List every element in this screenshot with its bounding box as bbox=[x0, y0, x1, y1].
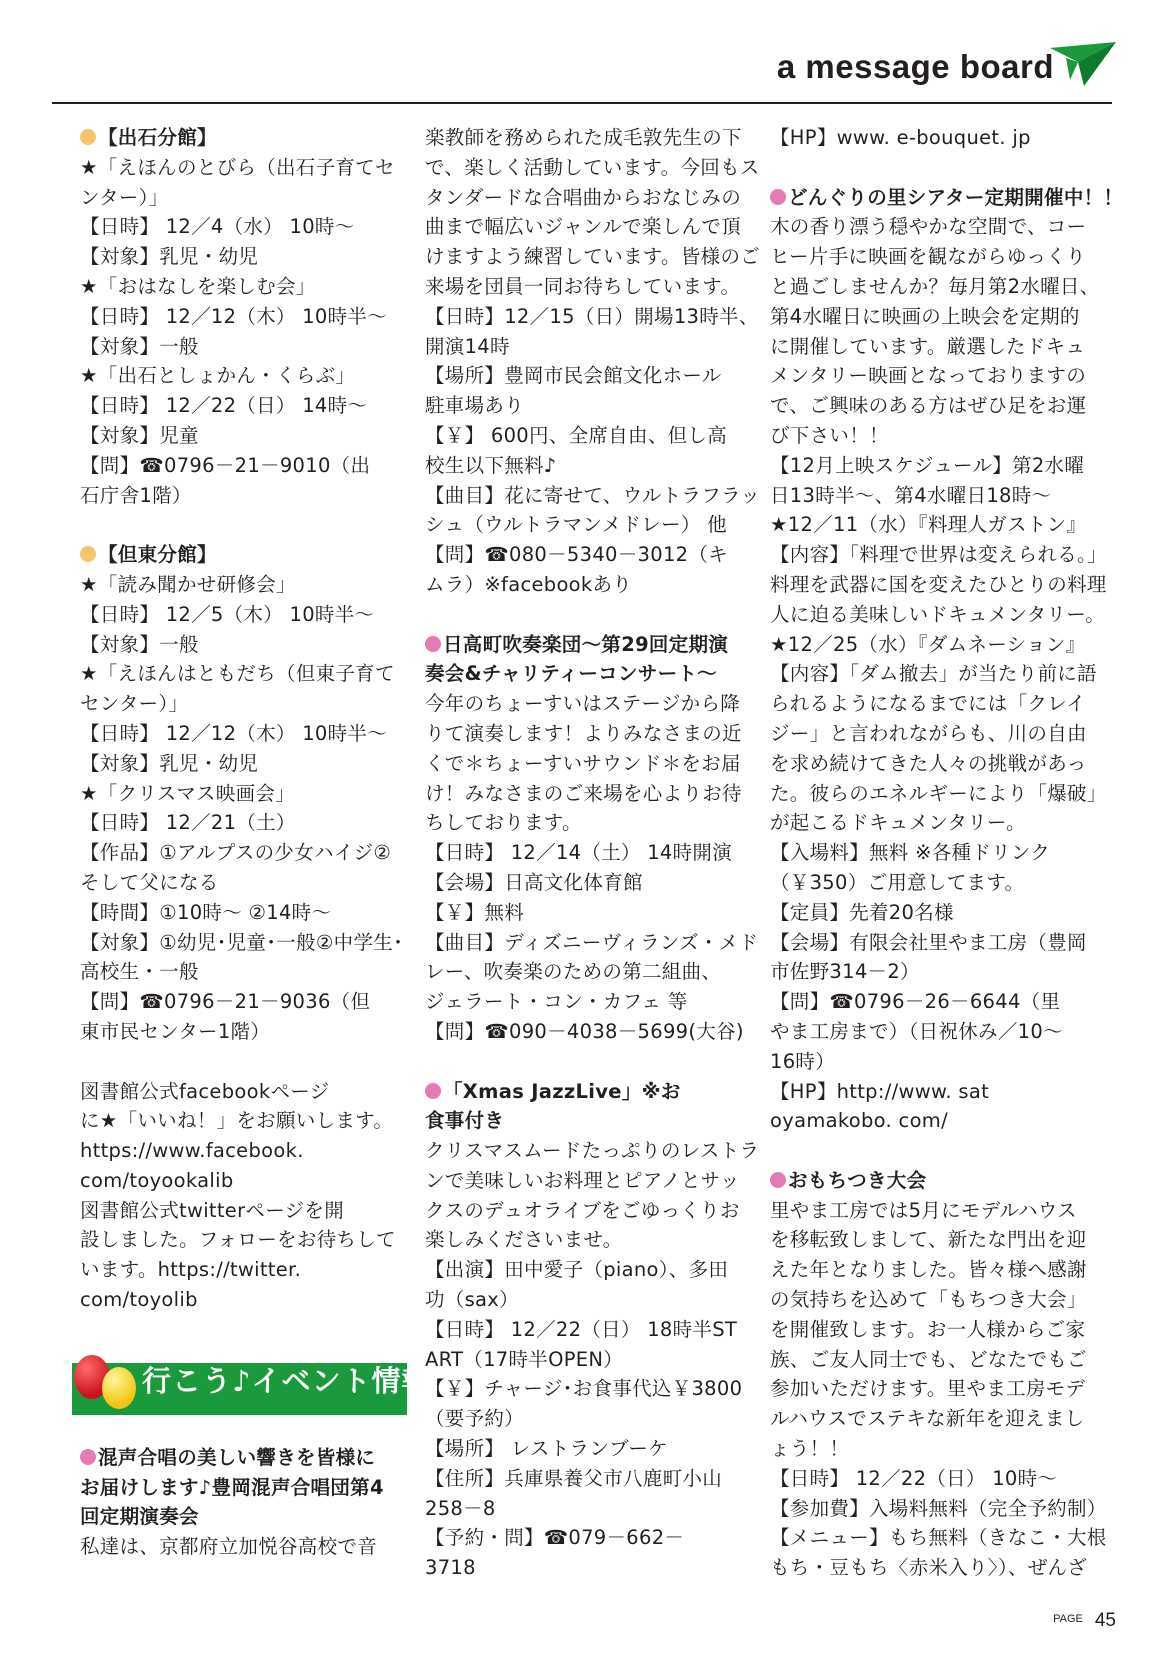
section-heading: 回定期演奏会 bbox=[80, 1505, 199, 1529]
text-line: と過ごしませんか？毎月第2水曜日、 bbox=[770, 274, 1100, 298]
text-line: ★「読み聞かせ研修会」 bbox=[80, 572, 296, 596]
text-line: を開催致します。お一人様からご家 bbox=[770, 1317, 1086, 1341]
text-line: 図書館公式twitterページを開 bbox=[80, 1198, 345, 1222]
text-line: ムラ）※facebookあり bbox=[425, 572, 633, 596]
facebook-link[interactable]: com/toyookalib bbox=[80, 1168, 234, 1192]
text-line: 【内容】「ダム撤去」が当たり前に語 bbox=[770, 662, 1097, 686]
text-line: 【問】☎090－4038－5699(大谷) bbox=[425, 1019, 744, 1043]
text-line: 【日時】 12／4（水） 10時～ bbox=[80, 215, 355, 239]
text-line: 【対象】児童 bbox=[80, 423, 199, 447]
text-line: りて演奏します！よりみなさまの近 bbox=[425, 721, 742, 745]
text-line: 曲まで幅広いジャンルで楽しんで頂 bbox=[425, 215, 741, 239]
text-line: シュ（ウルトラマンメドレー） 他 bbox=[425, 513, 727, 537]
text-line: クリスマスムードたっぷりのレストラ bbox=[425, 1139, 760, 1163]
homepage-link[interactable]: 【HP】http://www. sat bbox=[770, 1079, 990, 1103]
text-line: 開演14時 bbox=[425, 334, 510, 358]
bullet-icon bbox=[80, 546, 96, 562]
text-line: 【場所】豊岡市民会館文化ホール bbox=[425, 364, 722, 388]
text-line: ルハウスでステキな新年を迎えまし bbox=[770, 1407, 1085, 1431]
text-line: 【日時】 12／12（木） 10時半～ bbox=[80, 304, 388, 328]
text-line: た。彼らのエネルギーにより「爆破」 bbox=[770, 781, 1107, 805]
bullet-icon bbox=[425, 636, 441, 652]
text-line: ンター）」 bbox=[80, 185, 169, 209]
text-line: 図書館公式facebookページ bbox=[80, 1079, 330, 1103]
text-line: ★「えほんのとびら（出石子育てセ bbox=[80, 155, 395, 179]
text-line: 【日時】 12／22（日） 18時半ST bbox=[425, 1317, 738, 1341]
text-line: 【対象】一般 bbox=[80, 334, 199, 358]
text-line: 市佐野314－2） bbox=[770, 960, 920, 984]
bullet-icon bbox=[425, 1083, 441, 1099]
text-line: ART（17時半OPEN） bbox=[425, 1347, 624, 1371]
page-title: a message board bbox=[776, 48, 1054, 85]
text-line: 功（sax） bbox=[425, 1288, 519, 1312]
page-footer bbox=[1053, 1610, 1116, 1632]
homepage-link[interactable]: 【HP】www. e-bouquet. jp bbox=[770, 126, 1031, 149]
text-line: 【￥】チャージ･お食事代込￥3800 bbox=[425, 1377, 743, 1401]
text-line: 人に迫る美味しいドキュメンタリー。 bbox=[770, 602, 1106, 626]
text-line: もち・豆もち〈赤米入り〉）、ぜんざ bbox=[770, 1556, 1088, 1580]
text-line: 【予約・問】☎079－662－ bbox=[425, 1526, 685, 1550]
text-line: （￥350）ご用意してます。 bbox=[770, 870, 1025, 894]
text-line: センター）」 bbox=[80, 692, 189, 716]
text-line: 【出演】田中愛子（piano）、多田 bbox=[425, 1258, 729, 1282]
text-line: 【入場料】無料 ※各種ドリンク bbox=[770, 841, 1051, 865]
bullet-icon bbox=[80, 1449, 96, 1465]
text-line: 日13時半～、第4水曜日18時～ bbox=[770, 483, 1052, 507]
text-line: 来場を団員一同お待ちしています。 bbox=[425, 274, 741, 298]
text-line: 【問】☎080－5340－3012（キ bbox=[425, 543, 728, 567]
text-line: くで＊ちょーすいサウンド＊をお届 bbox=[425, 751, 741, 775]
text-line: ヒー片手に映画を観ながらゆっくり bbox=[770, 245, 1086, 269]
section-heading: 食事付き bbox=[425, 1109, 505, 1133]
text-line: 私達は、京都府立加悦谷高校で音 bbox=[80, 1535, 377, 1559]
section-heading: どんぐりの里シアター定期開催中！！ bbox=[770, 183, 1100, 213]
text-line: で、ご興味のある方はぜひ足をお運 bbox=[770, 394, 1087, 418]
text-line: 木の香り漂う穏やかな空間で、コー bbox=[770, 215, 1087, 239]
twitter-link[interactable]: com/toyolib bbox=[80, 1288, 198, 1312]
text-line: 【参加費】入場料無料（完全予約制） bbox=[770, 1496, 1107, 1520]
text-line: 今年のちょーすいはステージから降 bbox=[425, 692, 741, 716]
text-line: やま工房まで）（日祝休み／10～ bbox=[770, 1019, 1063, 1043]
text-line: ジェラート・コン・カフェ 等 bbox=[425, 990, 688, 1014]
text-line: 設しました。フォローをお待ちして bbox=[80, 1228, 396, 1252]
text-line: 【対象】乳児・幼児 bbox=[80, 751, 259, 775]
text-line: 3718 bbox=[425, 1556, 476, 1580]
text-line: （要予約） bbox=[425, 1407, 525, 1431]
bullet-icon bbox=[770, 1172, 786, 1188]
text-line: そして父になる bbox=[80, 870, 219, 894]
text-line: ょう！！ bbox=[770, 1437, 850, 1461]
text-line: 【会場】日高文化体育館 bbox=[425, 870, 643, 894]
bullet-icon bbox=[770, 189, 786, 205]
paper-plane-icon bbox=[1048, 40, 1118, 90]
text-line: を求め続けてきた人々の挑戦があっ bbox=[770, 751, 1087, 775]
text-line: 【対象】乳児・幼児 bbox=[80, 245, 259, 269]
section-heading: 【但東分館】 bbox=[80, 540, 410, 570]
text-line: 駐車場あり bbox=[425, 394, 525, 418]
text-line: 里やま工房では5月にモデルハウス bbox=[770, 1198, 1077, 1222]
text-line: 【日時】 12／22（日） 10時～ bbox=[770, 1466, 1058, 1490]
text-line: タンダードな合唱曲からおなじみの bbox=[425, 185, 742, 209]
section-heading: 日高町吹奏楽団～第29回定期演 bbox=[425, 630, 755, 660]
text-line: 【会場】有限会社里やま工房（豊岡 bbox=[770, 930, 1087, 954]
section-heading: 奏会&チャリティーコンサート～ bbox=[425, 662, 717, 686]
homepage-link[interactable]: oyamakobo. com/ bbox=[770, 1109, 948, 1133]
text-line: を移転致しまして、新たな門出を迎 bbox=[770, 1228, 1087, 1252]
text-line: ★「おはなしを楽しむ会」 bbox=[80, 274, 316, 298]
text-line: 【定員】先着20名様 bbox=[770, 900, 954, 924]
text-line: 【メニュー】もち無料（きなこ・大根 bbox=[770, 1526, 1107, 1550]
text-line: 【日時】 12／22（日） 14時～ bbox=[80, 394, 368, 418]
text-line: 【場所】 レストランブーケ bbox=[425, 1437, 668, 1461]
text-line: ★「出石としょかん・くらぶ」 bbox=[80, 364, 356, 388]
text-line: 【日時】 12／5（木） 10時半～ bbox=[80, 602, 375, 626]
text-line: に開催しています。厳選したドキュ bbox=[770, 334, 1086, 358]
text-line: 楽しみくださいませ。 bbox=[425, 1228, 623, 1252]
text-line: ジー」と言われながらも、川の自由 bbox=[770, 721, 1087, 745]
text-line: 258－8 bbox=[425, 1496, 496, 1520]
text-line: 料理を武器に国を変えたひとりの料理 bbox=[770, 572, 1107, 596]
text-line: 楽教師を務められた成毛敦先生の下 bbox=[425, 126, 742, 149]
twitter-link[interactable]: います。https://twitter. bbox=[80, 1258, 302, 1282]
event-info-banner bbox=[72, 1355, 432, 1419]
text-line: 【日時】 12／14（土） 14時開演 bbox=[425, 841, 733, 865]
column-3 bbox=[770, 123, 1124, 1583]
text-line: 【対象】一般 bbox=[80, 632, 199, 656]
text-line: 【12月上映スケジュール】第2水曜 bbox=[770, 453, 1085, 477]
text-line: 【￥】 600円、全席自由、但し高 bbox=[425, 423, 728, 447]
text-line: ★12／11（水）『料理人ガストン』 bbox=[770, 513, 1087, 537]
text-line: られるようになるまでには「クレイ bbox=[770, 692, 1086, 716]
text-line: の気持ちを込めて「もちつき大会」 bbox=[770, 1288, 1087, 1312]
section-heading: お届けします♪豊岡混声合唱団第4 bbox=[80, 1475, 384, 1499]
section-heading: 【出石分館】 bbox=[80, 123, 410, 153]
text-line: 第4水曜日に映画の上映会を定期的 bbox=[770, 304, 1080, 328]
text-line: ★「クリスマス映画会」 bbox=[80, 781, 296, 805]
text-line: メンタリー映画となっておりますの bbox=[770, 364, 1087, 388]
text-line: 石庁舎1階） bbox=[80, 483, 192, 507]
facebook-link[interactable]: https://www.facebook. bbox=[80, 1139, 304, 1163]
text-line: で、楽しく活動しています。今回もス bbox=[425, 155, 760, 179]
text-line: 校生以下無料♪ bbox=[425, 453, 557, 477]
text-line: け！みなさまのご来場を心よりお待 bbox=[425, 781, 742, 805]
text-line: 【内容】「料理で世界は変えられる。」 bbox=[770, 543, 1107, 567]
text-line: ★12／25（水）『ダムネーション』 bbox=[770, 632, 1086, 656]
text-line: えた年となりました。皆々様へ感謝 bbox=[770, 1258, 1087, 1282]
text-line: 【住所】兵庫県養父市八鹿町小山 bbox=[425, 1466, 723, 1490]
section-heading: 混声合唱の美しい響きを皆様に bbox=[80, 1443, 410, 1473]
text-line: 【問】☎0796－21－9036（但 bbox=[80, 990, 371, 1014]
text-line: 【日時】12／15（日）開場13時半、 bbox=[425, 304, 759, 328]
yellow-balloon-icon bbox=[102, 1367, 136, 1409]
page-number: 45 bbox=[1094, 1610, 1116, 1631]
text-line: 【曲目】花に寄せて、ウルトラフラッ bbox=[425, 483, 761, 507]
text-line: レー、吹奏楽のための第二組曲、 bbox=[425, 960, 722, 984]
text-line: が起こるドキュメンタリー。 bbox=[770, 811, 1026, 835]
text-line: 【対象】①幼児･児童･一般②中学生･ bbox=[80, 930, 404, 954]
text-line: 【問】☎0796－21－9010（出 bbox=[80, 453, 371, 477]
text-line: ★「えほんはともだち（但東子育て bbox=[80, 662, 395, 686]
column-1 bbox=[80, 123, 432, 1562]
text-line: び下さい！！ bbox=[770, 423, 889, 447]
text-line: 【問】☎0796－26－6644（里 bbox=[770, 990, 1061, 1014]
section-heading: 「Xmas JazzLive」※お bbox=[425, 1077, 755, 1107]
text-line: 参加いただけます。里やま工房モデ bbox=[770, 1377, 1086, 1401]
text-line: クスのデュオライブをごゆっくりお bbox=[425, 1198, 740, 1222]
page-header bbox=[0, 0, 1166, 110]
text-line: 高校生・一般 bbox=[80, 960, 199, 984]
text-line: ンで美味しいお料理とピアノとサッ bbox=[425, 1168, 740, 1192]
text-line: ちしております。 bbox=[425, 811, 582, 835]
section-heading: おもちつき大会 bbox=[770, 1166, 1100, 1196]
text-line: 【作品】①アルプスの少女ハイジ② bbox=[80, 841, 392, 865]
text-line: 【日時】 12／21（土） bbox=[80, 811, 296, 835]
text-line: 東市民センター1階） bbox=[80, 1019, 271, 1043]
header-rule bbox=[52, 102, 1112, 104]
column-2 bbox=[425, 123, 761, 1583]
text-line: 【日時】 12／12（木） 10時半～ bbox=[80, 721, 388, 745]
text-line: 【時間】①10時～ ②14時～ bbox=[80, 900, 332, 924]
text-line: けますよう練習しています。皆様のご bbox=[425, 245, 761, 269]
text-line: 16時） bbox=[770, 1049, 836, 1073]
text-line: 【曲目】ディズニーヴィランズ・メド bbox=[425, 930, 759, 954]
text-line: 族、ご友人同士でも、どなたでもご bbox=[770, 1347, 1087, 1371]
text-line: に★「いいね！」をお願いします。 bbox=[80, 1109, 394, 1133]
bullet-icon bbox=[80, 129, 96, 145]
page-label: PAGE bbox=[1053, 1613, 1083, 1625]
banner-label: 行こう♪イベント情報 bbox=[142, 1363, 432, 1398]
text-line: 【￥】無料 bbox=[425, 900, 525, 924]
